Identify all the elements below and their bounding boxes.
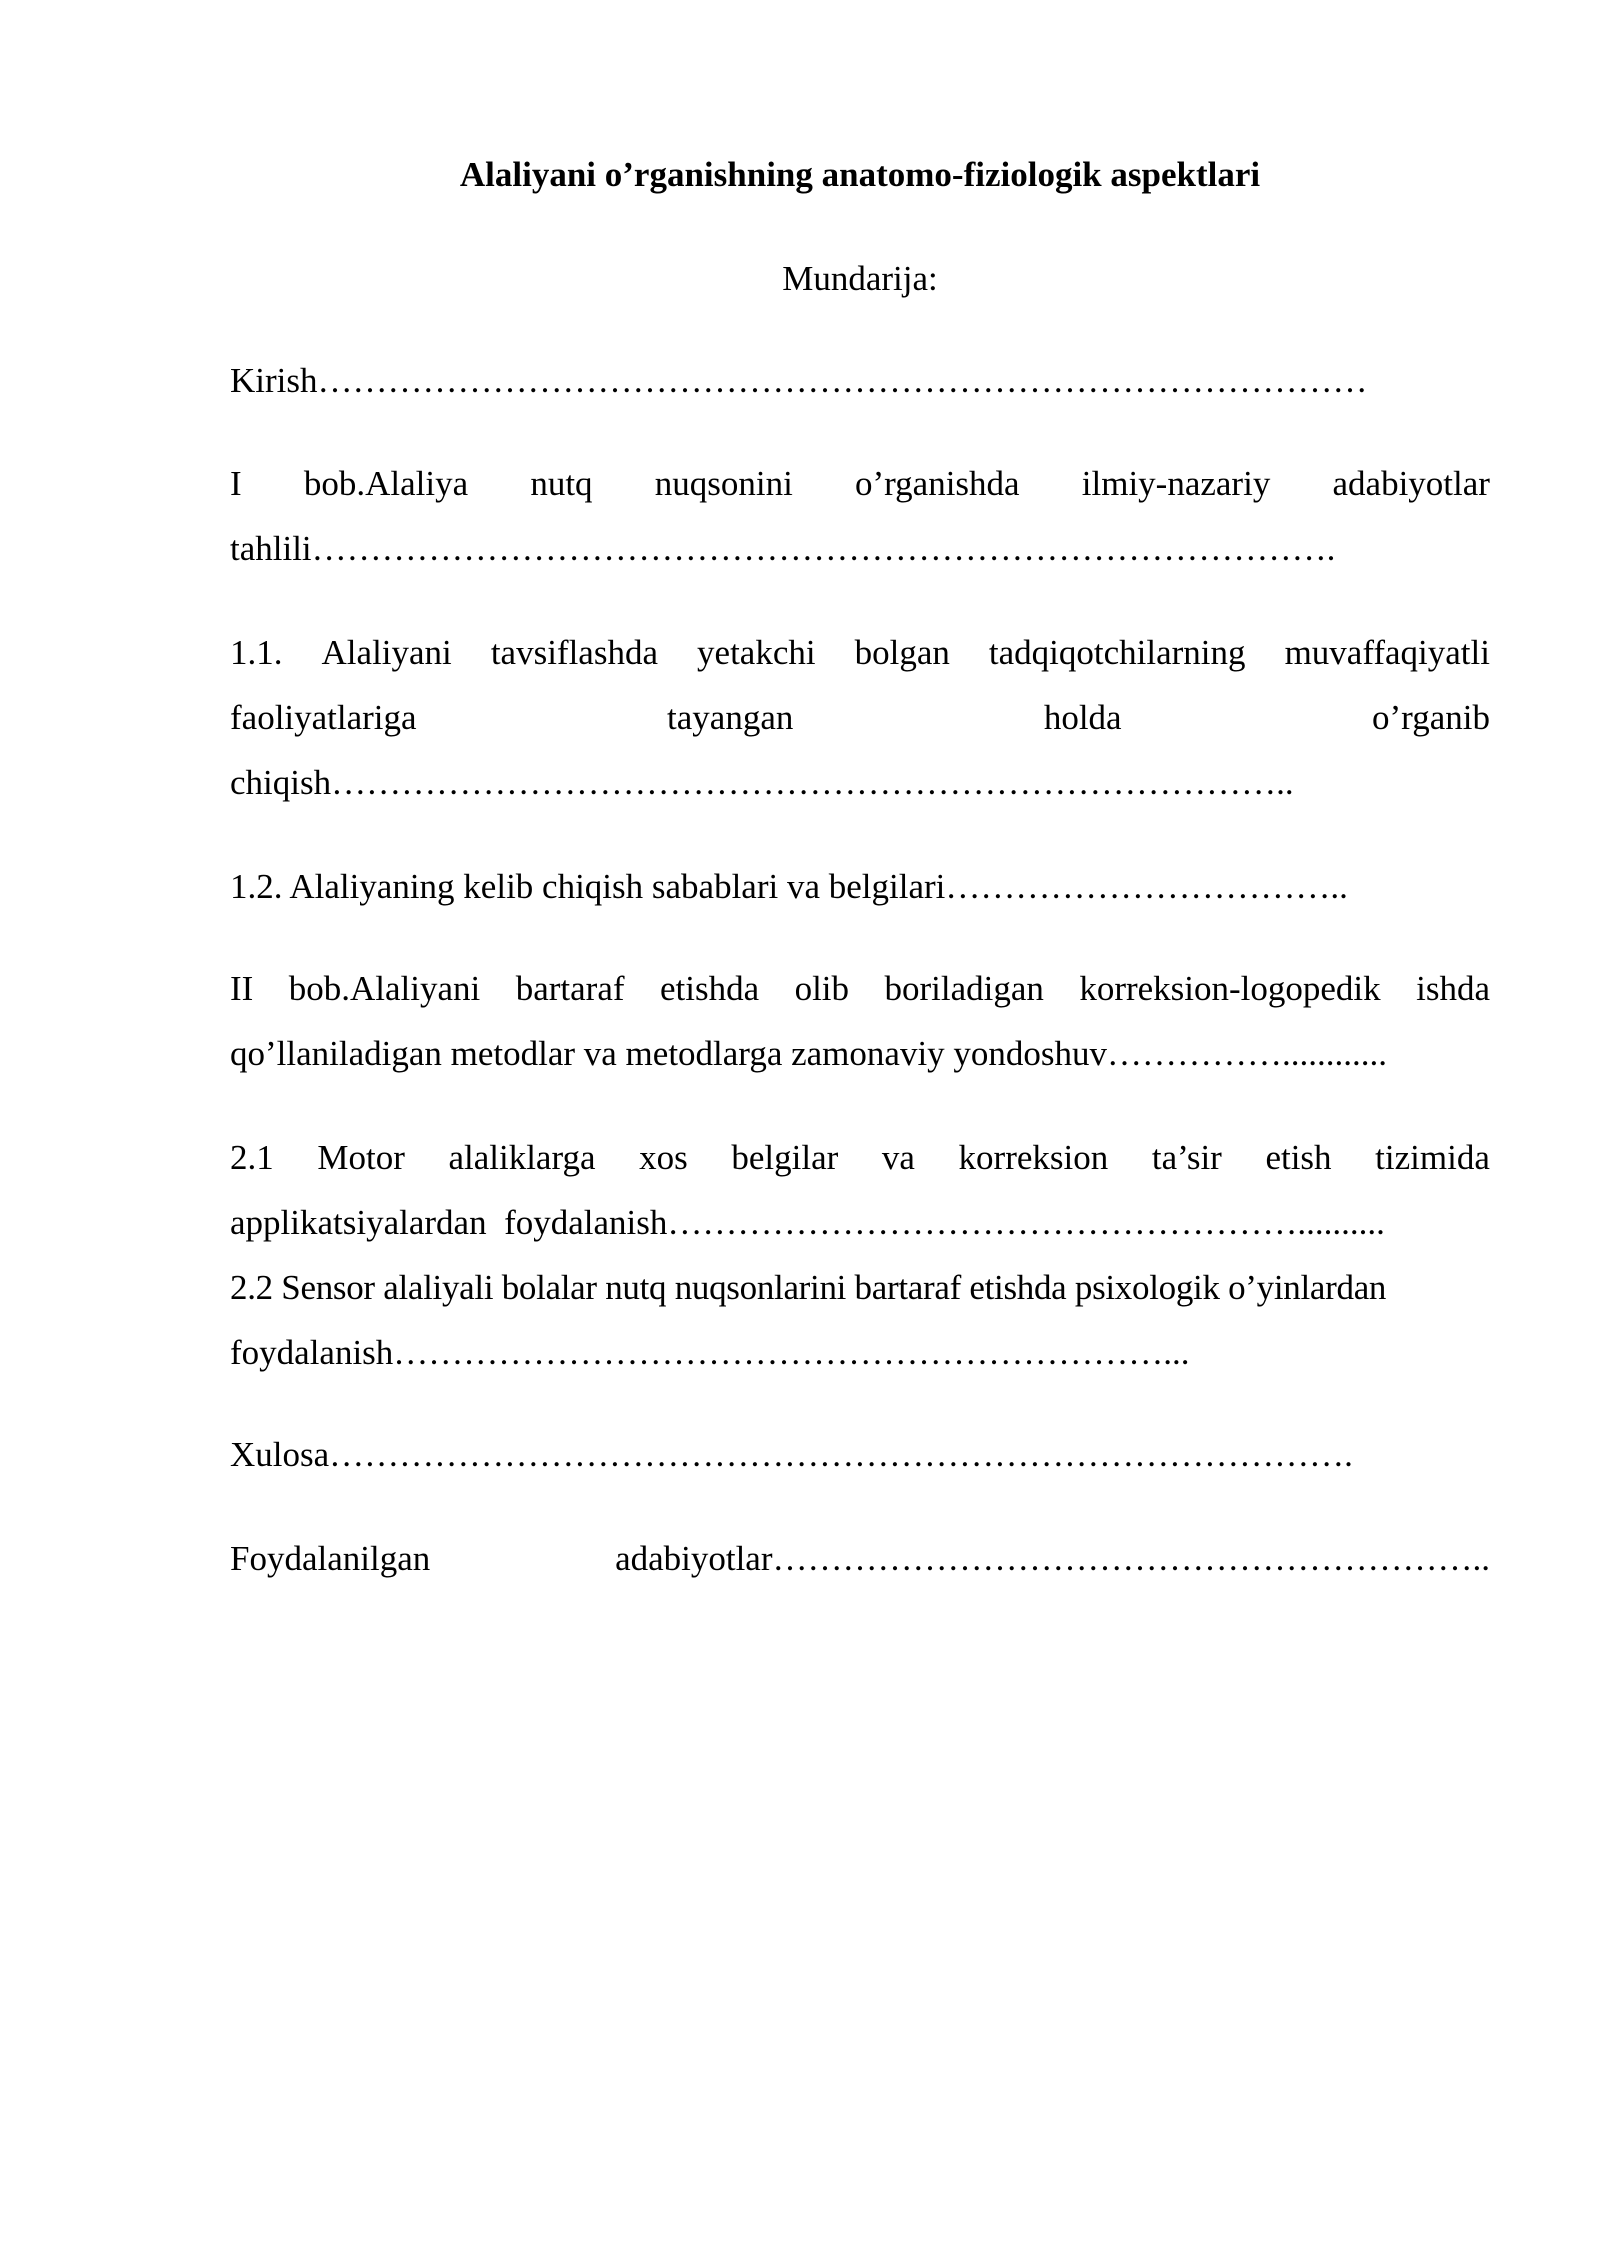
- toc-entry-2-2-line2: foydalanish…………………………………………………………...: [230, 1333, 1190, 1372]
- word: 1.1.: [230, 633, 283, 672]
- toc-entry-1-1: [230, 620, 1490, 815]
- word: 2.1: [230, 1138, 274, 1177]
- word: Motor: [317, 1138, 405, 1177]
- toc-entry-2-1-line2: applikatsiyalardan foydalanish………………………………………………..........: [230, 1203, 1385, 1242]
- toc-entry-kirish: [230, 348, 1490, 413]
- word: tadqiqotchilarning: [988, 633, 1246, 672]
- word: bartaraf: [515, 969, 625, 1008]
- word: etish: [1265, 1138, 1332, 1177]
- toc-heading: Mundarija:: [782, 259, 938, 298]
- toc-entry-kirish-text: Kirish………………………………………………………………………………: [230, 361, 1368, 400]
- word: o’rganib: [1372, 698, 1490, 737]
- word: o’rganishda: [855, 464, 1020, 503]
- word: belgilar: [731, 1138, 839, 1177]
- toc-entry-bob1-line2: tahlili…………………………………………………………………………….: [230, 529, 1336, 568]
- toc-entry-2-1-line1: [230, 1125, 1490, 1190]
- word: ilmiy-nazariy: [1081, 464, 1271, 503]
- word: II: [230, 969, 254, 1008]
- word: alaliklarga: [448, 1138, 596, 1177]
- word: Alaliyani: [321, 633, 452, 672]
- word: ishda: [1416, 969, 1490, 1008]
- toc-entry-bob1: [230, 451, 1490, 581]
- toc-entry-xulosa: [230, 1422, 1490, 1487]
- word: faoliyatlariga: [230, 698, 417, 737]
- word: tayangan: [667, 698, 794, 737]
- word: yetakchi: [697, 633, 816, 672]
- toc-entry-1-2: [230, 854, 1490, 919]
- toc-entry-bob2-line2: qo’llaniladigan metodlar va metodlarga zamonaviy yondoshuv……………............: [230, 1034, 1388, 1073]
- word: korreksion: [958, 1138, 1109, 1177]
- word: adabiyotlar: [1332, 464, 1490, 503]
- word: tizimida: [1375, 1138, 1490, 1177]
- word: nuqsonini: [654, 464, 793, 503]
- word: holda: [1043, 698, 1122, 737]
- toc-entry-2-1: [230, 1125, 1490, 1255]
- document-title: Alaliyani o’rganishning anatomo-fiziologik aspektlari: [459, 155, 1261, 194]
- word: korreksion-logopedik: [1079, 969, 1381, 1008]
- word: xos: [639, 1138, 688, 1177]
- word: Foydalanilgan: [230, 1539, 431, 1578]
- toc-entry-bob1-line1: [230, 451, 1490, 516]
- word: tavsiflashda: [490, 633, 658, 672]
- toc-entry-1-1-line3: chiqish………………………………………………………………………..: [230, 763, 1294, 802]
- toc-entry-references-line: [230, 1526, 1490, 1591]
- toc-entry-bob2: [230, 956, 1490, 1086]
- word: bob.Alaliya: [303, 464, 469, 503]
- toc-entry-2-2-line1: 2.2 Sensor alaliyali bolalar nutq nuqsonlarini bartaraf etishda psixologik o’yinlardan: [230, 1268, 1387, 1307]
- word: olib: [794, 969, 850, 1008]
- word: nutq: [530, 464, 593, 503]
- toc-entry-xulosa-text: Xulosa…………………………………………………………………………….: [230, 1435, 1353, 1474]
- toc-entry-1-2-text: 1.2. Alaliyaning kelib chiqish sabablari va belgilari……………………………..: [230, 867, 1357, 906]
- word: bolgan: [854, 633, 950, 672]
- word: I: [230, 464, 242, 503]
- toc-entry-1-1-line2: [230, 685, 1490, 750]
- toc-entry-2-2: [230, 1255, 1490, 1385]
- word: muvaffaqiyatli: [1284, 633, 1490, 672]
- toc-entry-references: [230, 1526, 1490, 1591]
- word: bob.Alaliyani: [288, 969, 481, 1008]
- word: etishda: [659, 969, 760, 1008]
- word: boriladigan: [884, 969, 1044, 1008]
- word: adabiyotlar……………………………………………………..: [615, 1539, 1490, 1578]
- toc-entry-bob2-line1: [230, 956, 1490, 1021]
- toc-entry-1-1-line1: [230, 620, 1490, 685]
- word: va: [881, 1138, 915, 1177]
- word: ta’sir: [1151, 1138, 1222, 1177]
